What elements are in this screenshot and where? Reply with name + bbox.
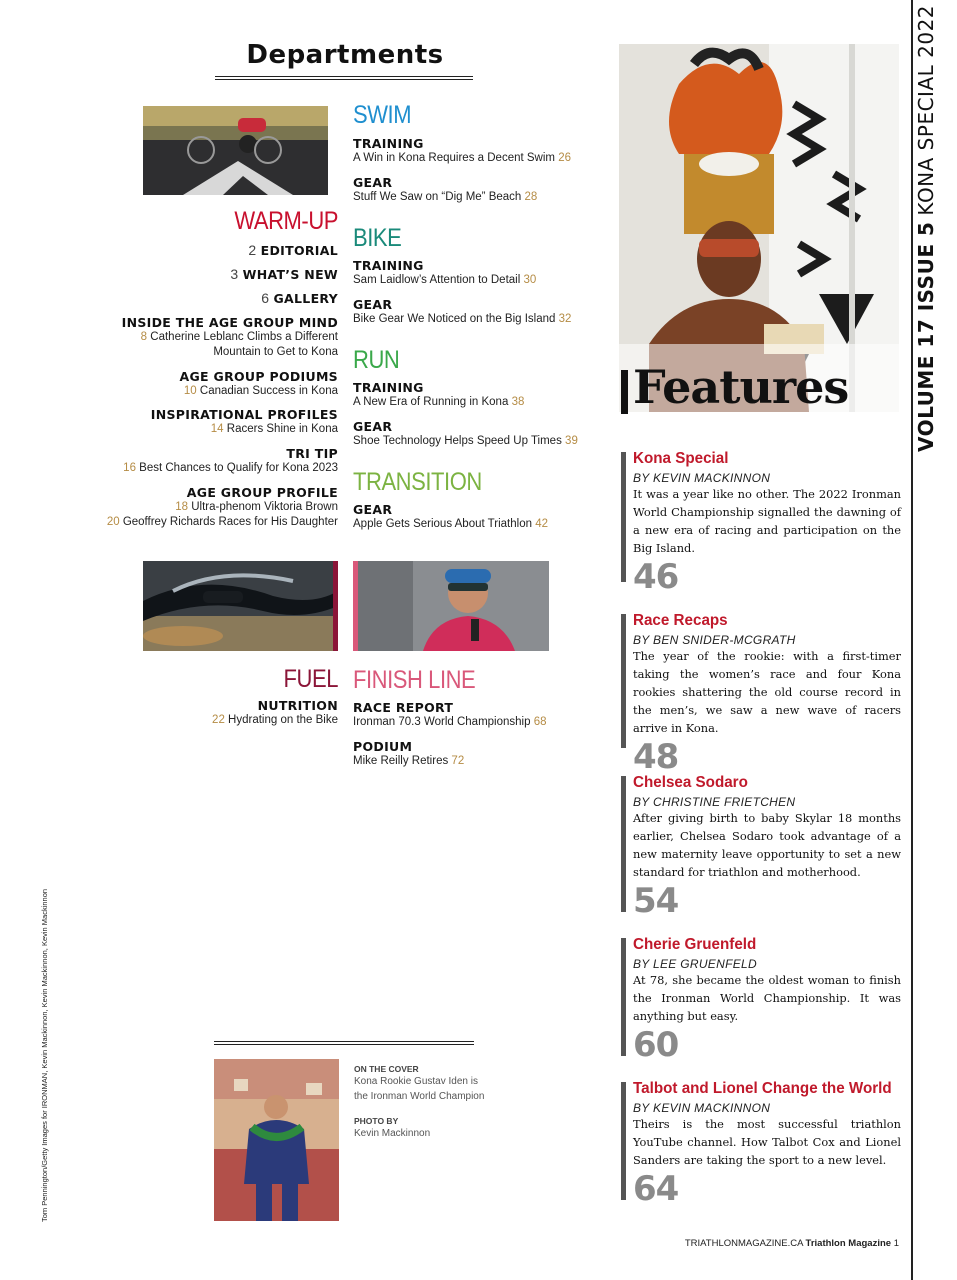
feature-page-number: 54 xyxy=(633,881,679,921)
page-number: 10 xyxy=(183,385,197,397)
finish-entry-podium[interactable] xyxy=(353,739,603,769)
features-accent-bar xyxy=(621,370,628,414)
finish-accent-bar xyxy=(353,561,358,651)
feature-item-kona-special[interactable] xyxy=(633,450,901,597)
entry-desc: Geoffrey Richards Races for His Daughter xyxy=(122,516,338,528)
feature-bar xyxy=(621,614,626,748)
feature-byline: BY KEVIN MACKINNON xyxy=(633,471,771,485)
entry-kicker: TRAINING xyxy=(353,258,424,273)
entry-desc: Catherine Leblanc Climbs a Different xyxy=(150,331,338,343)
entry-desc: Bike Gear We Noticed on the Big Island xyxy=(353,313,556,325)
run-heading: RUN xyxy=(353,346,400,374)
page-number: 22 xyxy=(212,714,225,726)
feature-body: At 78, she became the oldest woman to finish the Ironman World Championship. It was anything but easy. xyxy=(633,973,901,1023)
entry-desc: Best Chances to Qualify for Kona 2023 xyxy=(139,462,338,474)
entry-desc: Apple Gets Serious About Triathlon xyxy=(353,518,532,530)
photo-mike-reilly xyxy=(353,561,549,651)
feature-page-number: 48 xyxy=(633,737,679,777)
page-number: 30 xyxy=(523,274,537,286)
entry-kicker: AGE GROUP PODIUMS xyxy=(179,369,338,384)
page-number: 18 xyxy=(175,501,188,513)
entry-desc: Shoe Technology Helps Speed Up Times xyxy=(353,435,562,447)
footer-brand: Triathlon Magazine xyxy=(805,1238,892,1249)
finish-entry-race-report[interactable] xyxy=(353,700,603,730)
entry-kicker: GEAR xyxy=(353,297,393,312)
warmup-item-editorial[interactable] xyxy=(138,242,338,260)
entry-kicker: INSIDE THE AGE GROUP MIND xyxy=(121,315,338,330)
feature-bar xyxy=(621,776,626,912)
swim-entry-training[interactable] xyxy=(353,136,603,166)
photo-credits: Tom Pennington/Getty Images for IRONMAN, Kevin Mackinnon, Kevin Mackinnon, Kevin Mackinnon xyxy=(40,888,49,1222)
feature-bar xyxy=(621,1082,626,1200)
feature-title: Talbot and Lionel Change the World xyxy=(633,1080,892,1097)
feature-byline: BY CHRISTINE FRIETCHEN xyxy=(633,795,796,809)
entry-kicker: TRAINING xyxy=(353,380,424,395)
page-number: 68 xyxy=(533,716,547,728)
spine-volume: VOLUME 17 ISSUE 5 xyxy=(914,221,938,452)
page-number: 42 xyxy=(535,518,548,530)
departments-title: Departments xyxy=(246,40,444,70)
page-number: 20 xyxy=(106,516,120,528)
feature-body: Theirs is the most successful triathlon YouTube channel. How Talbot Cox and Lionel Sanders are taking the sport to a new level. xyxy=(633,1117,901,1167)
feature-item-talbot-lionel[interactable] xyxy=(633,1080,901,1209)
page-number: 26 xyxy=(558,152,571,164)
feature-body: It was a year like no other. The 2022 Ironman World Championship signalled the dawning of a new era of racing and participation on the Big Island. xyxy=(633,487,901,555)
title-rule xyxy=(215,79,473,80)
item-label: EDITORIAL xyxy=(260,243,338,258)
entry-kicker: GEAR xyxy=(353,419,393,434)
finish-heading: FINISH LINE xyxy=(353,666,476,694)
feature-title: Race Recaps xyxy=(633,612,728,629)
cover-thumbnail[interactable] xyxy=(214,1059,339,1221)
feature-bar xyxy=(621,452,626,582)
entry-desc: Racers Shine in Kona xyxy=(226,423,338,435)
cover-caption-line: Kona Rookie Gustav Iden is xyxy=(354,1076,478,1087)
feature-page-number: 60 xyxy=(633,1025,679,1065)
entry-kicker: GEAR xyxy=(353,502,393,517)
item-label: GALLERY xyxy=(273,291,338,306)
run-entry-gear[interactable] xyxy=(353,419,603,449)
features-heading: Features xyxy=(633,360,849,414)
feature-item-chelsea-sodaro[interactable] xyxy=(633,774,901,921)
page-number: 39 xyxy=(565,435,578,447)
page-number: 32 xyxy=(558,313,572,325)
feature-byline: BY KEVIN MACKINNON xyxy=(633,1101,771,1115)
feature-byline: BY BEN SNIDER-MCGRATH xyxy=(633,633,796,647)
entry-desc: Canadian Success in Kona xyxy=(199,385,338,397)
entry-desc: Ultra-phenom Viktoria Brown xyxy=(191,501,338,513)
fuel-accent-bar xyxy=(333,561,338,651)
warmup-entry-age-group-profile[interactable] xyxy=(58,485,338,530)
page-number: 38 xyxy=(511,396,525,408)
entry-desc: A Win in Kona Requires a Decent Swim xyxy=(353,152,555,164)
page-footer xyxy=(685,1238,899,1249)
photo-wheelchair-racer xyxy=(143,106,328,195)
warmup-entry-age-group-mind[interactable] xyxy=(78,315,338,360)
entry-desc: A New Era of Running in Kona xyxy=(353,396,509,408)
entry-kicker: INSPIRATIONAL PROFILES xyxy=(150,407,338,422)
cover-rule xyxy=(214,1044,474,1045)
warmup-entry-podiums[interactable] xyxy=(78,369,338,399)
swim-heading: SWIM xyxy=(353,101,412,129)
feature-title: Chelsea Sodaro xyxy=(633,774,748,791)
fuel-heading: FUEL xyxy=(283,665,338,693)
entry-desc: Mountain to Get to Kona xyxy=(213,346,338,358)
entry-kicker: AGE GROUP PROFILE xyxy=(186,485,338,500)
feature-item-race-recaps[interactable] xyxy=(633,612,901,777)
entry-kicker: TRI TIP xyxy=(286,446,338,461)
feature-page-number: 64 xyxy=(633,1169,679,1209)
bike-entry-gear[interactable] xyxy=(353,297,603,327)
feature-page-number: 46 xyxy=(633,557,679,597)
page-number: 28 xyxy=(524,191,538,203)
run-entry-training[interactable] xyxy=(353,380,603,410)
warmup-entry-tri-tip[interactable] xyxy=(78,446,338,476)
cover-rule xyxy=(214,1041,474,1042)
warmup-heading: WARM-UP xyxy=(234,207,338,235)
cover-caption-line: the Ironman World Champion xyxy=(354,1091,485,1102)
entry-desc: Stuff We Saw on “Dig Me” Beach xyxy=(353,191,522,203)
warmup-item-gallery[interactable] xyxy=(138,290,338,308)
feature-item-cherie-gruenfeld[interactable] xyxy=(633,936,901,1065)
page-number: 6 xyxy=(261,290,270,306)
bike-heading: BIKE xyxy=(353,224,402,252)
swim-entry-gear[interactable] xyxy=(353,175,603,205)
footer-page: 1 xyxy=(893,1238,899,1249)
feature-title: Cherie Gruenfeld xyxy=(633,936,757,953)
item-label: WHAT’S NEW xyxy=(242,267,338,282)
entry-kicker: GEAR xyxy=(353,175,393,190)
cover-caption xyxy=(354,1064,504,1141)
footer-site: TRIATHLONMAGAZINE.CA xyxy=(684,1238,803,1249)
page-number: 8 xyxy=(140,331,148,343)
cover-label: ON THE COVER xyxy=(354,1064,419,1074)
entry-kicker: NUTRITION xyxy=(257,698,338,713)
entry-desc: Mike Reilly Retires xyxy=(353,755,449,767)
bike-entry-training[interactable] xyxy=(353,258,603,288)
transition-heading: TRANSITION xyxy=(353,468,482,496)
page-number: 72 xyxy=(451,755,465,767)
entry-kicker: RACE REPORT xyxy=(353,700,454,715)
feature-body: After giving birth to baby Skylar 18 months earlier, Chelsea Sodaro took advantage of a new maternity leave opportunity to set a new standard for triathlon and motherhood. xyxy=(633,811,901,879)
spine-issue: KONA SPECIAL 2022 xyxy=(914,4,938,216)
spine-rule xyxy=(911,0,913,1280)
entry-kicker: TRAINING xyxy=(353,136,424,151)
photo-kona-dancer xyxy=(619,44,899,412)
spine-text xyxy=(914,5,939,452)
entry-desc: Sam Laidlow’s Attention to Detail xyxy=(353,274,521,286)
page-number: 3 xyxy=(230,266,239,282)
photo-credit-label: PHOTO BY xyxy=(354,1116,399,1126)
warmup-entry-inspirational[interactable] xyxy=(78,407,338,437)
fuel-entry-nutrition[interactable] xyxy=(88,698,338,728)
entry-desc: Ironman 70.3 World Championship xyxy=(353,716,531,728)
entry-desc: Hydrating on the Bike xyxy=(228,714,338,726)
title-rule xyxy=(215,76,473,77)
feature-bar xyxy=(621,938,626,1056)
page-number: 16 xyxy=(123,462,136,474)
entry-kicker: PODIUM xyxy=(353,739,413,754)
feature-title: Kona Special xyxy=(633,450,729,467)
warmup-item-whats-new[interactable] xyxy=(138,266,338,284)
feature-body: The year of the rookie: with a first-timer taking the women’s race and four Kona rookies shattering the old course record in the men’s, we saw a new wave of racers arrive in Kona. xyxy=(633,649,901,735)
transition-entry-gear[interactable] xyxy=(353,502,603,532)
page-number: 2 xyxy=(248,242,257,258)
photo-aero-bars xyxy=(143,561,338,651)
feature-byline: BY LEE GRUENFELD xyxy=(633,957,757,971)
photo-credit: Kevin Mackinnon xyxy=(354,1128,431,1139)
page-number: 14 xyxy=(210,423,224,435)
